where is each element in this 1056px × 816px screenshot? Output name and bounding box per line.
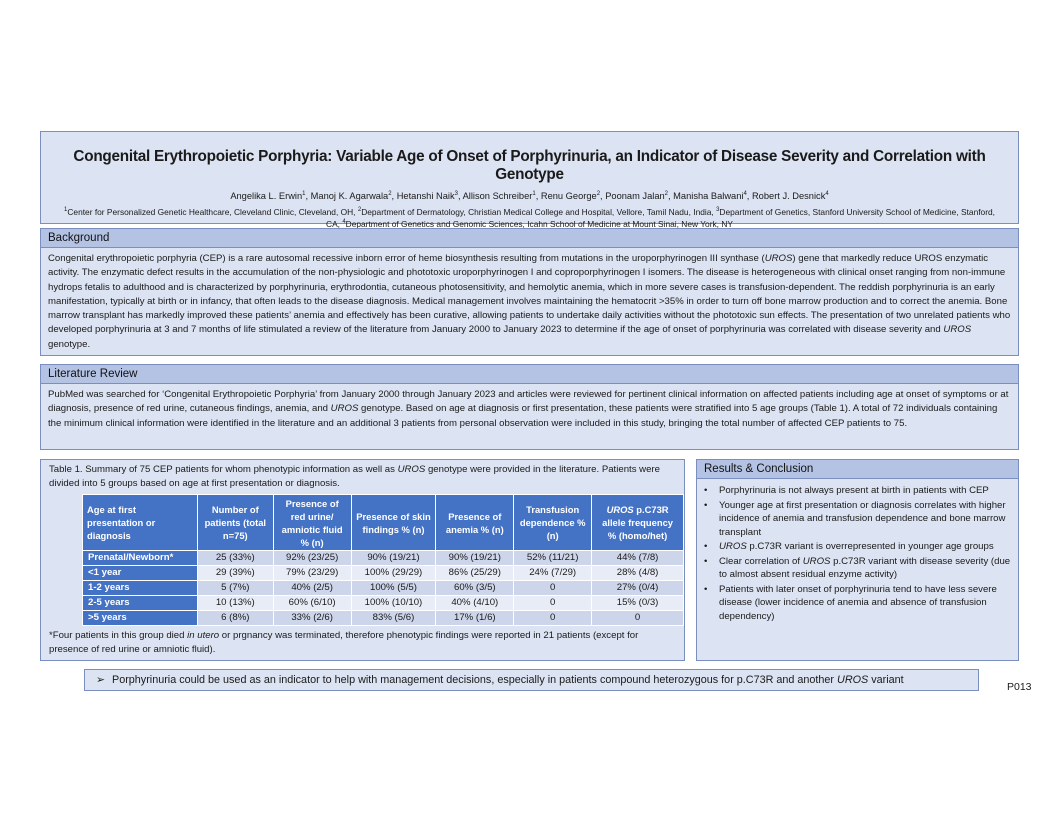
table-row (83, 566, 684, 581)
table-caption: Table 1. Summary of 75 CEP patients for whom phenotypic information as well as UROS genotype were provided in the literature. Patients were divided into 5 groups based on age at first presentation or diagnosis. (49, 464, 660, 489)
header-transfusion: Transfusion dependence % (n) (514, 495, 592, 551)
table-cell: 25 (33%) (197, 551, 273, 566)
table-cell: 92% (23/25) (273, 551, 351, 566)
table-cell: 27% (0/4) (592, 581, 684, 596)
header-skin: Presence of skin findings % (n) (351, 495, 436, 551)
background-heading: Background (41, 229, 1018, 248)
list-item: • Younger age at first presentation or diagnosis correlates with higher incidence of anemia and transfusion dependence and bone marrow transplant (704, 499, 1006, 538)
cell-age-group: >5 years (83, 611, 198, 626)
table-cell: 44% (7/8) (592, 551, 684, 566)
table-row (83, 596, 684, 611)
table-section (40, 459, 685, 661)
literature-review-section (40, 364, 1019, 450)
table-cell: 0 (514, 581, 592, 596)
title-panel (40, 131, 1019, 229)
bullet-icon: • (704, 485, 708, 496)
header-anemia: Presence of anemia % (n) (436, 495, 514, 551)
cell-age-group: 1-2 years (83, 581, 198, 596)
table-cell: 6 (8%) (197, 611, 273, 626)
header-number: Number of patients (total n=75) (197, 495, 273, 551)
conclusion-banner: ➢ Porphyrinuria could be used as an indicator to help with management decisions, especially in patients compound heterozygous for p.C73R and another UROS variant (84, 669, 979, 691)
table-cell: 52% (11/21) (514, 551, 592, 566)
table-footnote: *Four patients in this group died in utero or prgnancy was terminated, therefore phenotypic findings were reported in 21 patients (except for presence of red urine or amniotic fluid). (49, 630, 639, 655)
poster-id: P013 (1007, 681, 1032, 693)
table-cell: 0 (514, 596, 592, 611)
author: Angelika L. Erwin$^1$, (230, 190, 311, 201)
table-cell: 0 (592, 611, 684, 626)
table-cell: 40% (4/10) (436, 596, 514, 611)
table-cell: 90% (19/21) (351, 551, 436, 566)
bullet-icon: • (704, 583, 708, 595)
list-item: • Patients with later onset of porphyrinuria tend to have less severe disease (lower incidence of anemia and absence of transfusion dependency) (704, 583, 997, 622)
table-cell: 10 (13%) (197, 596, 273, 611)
table-header-row (83, 495, 684, 551)
table-cell: 24% (7/29) (514, 566, 592, 581)
table-cell: 60% (6/10) (273, 596, 351, 611)
header-age: Age at first presentation or diagnosis (83, 495, 198, 551)
table-cell: 15% (0/3) (592, 596, 684, 611)
table-cell: 5 (7%) (197, 581, 273, 596)
list-item: • UROS p.C73R variant is overrepresented in younger age groups (704, 541, 994, 552)
table-cell: 100% (5/5) (351, 581, 436, 596)
table-row (83, 551, 684, 566)
table-cell: 29 (39%) (197, 566, 273, 581)
author: Renu George$^2$, (540, 190, 606, 201)
table-row (83, 581, 684, 596)
bullet-icon: • (704, 541, 708, 552)
author: Robert J. Desnick$^4$ (751, 190, 829, 201)
summary-table (82, 494, 684, 626)
background-section (40, 228, 1019, 356)
author: Hetanshi Naik$^3$, (396, 190, 463, 201)
table-cell: 60% (3/5) (436, 581, 514, 596)
list-item: • Clear correlation of UROS p.C73R variant with disease severity (due to almost absent residual enzyme activity) (704, 555, 1011, 580)
author-list (41, 191, 1018, 201)
table-cell: 83% (5/6) (351, 611, 436, 626)
background-text: Congenital erythropoietic porphyria (CEP) is a rare autosomal recessive inborn error of heme biosynthesis resulting from mutations in the uroporphyrinogen III synthase (UROS) gene that markedly reduce UROS enzymatic activity. The enzymatic defect results in the accumulation of the non-physiologic and phototoxic uroporphyrinogen I and coproporphyrinogen I isomers. The disease is heterogeneous with clinical onset ranging from non-immune hydrops fetalis to adulthood and is characterized by porphyrinuria, erythrodontia, cutaneous photosensitivity, and hemolytic anemia, which in more severe cases is transfusion-dependent. The reddish porphyrinuria is an early manifestation, typically at birth or in infancy, that often leads to the disease diagnosis. Medical management involves maintaining the hematocrit >35% in order to turn off bone marrow production and to correct the anemia. Bone marrow transplant has markedly improved these patients’ anemia and effectively has been curative, allowing patients to undertake daily activities without the phototoxic sun effects. The presentation of two unrelated patients who developed porphyrinuria at 3 and 7 months of life stimulated a review of the literature from January 2000 to January 2023 to determine if the age of onset of porphyrinuria was correlated with disease severity and UROS genotype. (48, 253, 1011, 350)
table-cell: 100% (10/10) (351, 596, 436, 611)
bullet-icon: • (704, 555, 708, 567)
header-red-urine: Presence of red urine/ amniotic fluid % (n) (273, 495, 351, 551)
results-section (696, 459, 1019, 661)
table-row (83, 611, 684, 626)
affiliations: $^1$Center for Personalized Genetic Healthcare, Cleveland Clinic, Cleveland, OH, $^2$Department of Dermatology, Christian Medical College and Hospital, Vellore, Tamil Nadu, India, $^3$Department of Genetics, Stanford University School of Medicine, Stanford, CA, $^4$Department of Genetics and Genomic Sciences, Icahn School of Medicine at Mount Sinai, New York, NY (64, 207, 995, 229)
table-cell: 0 (514, 611, 592, 626)
table-cell: 90% (19/21) (436, 551, 514, 566)
literature-review-heading: Literature Review (41, 365, 1018, 384)
cell-age-group: <1 year (83, 566, 198, 581)
table-cell: 33% (2/6) (273, 611, 351, 626)
table-cell: 17% (1/6) (436, 611, 514, 626)
author: Poonam Jalan$^2$, (605, 190, 674, 201)
author: Allison Schreiber$^1$, (462, 190, 541, 201)
results-list (697, 479, 1018, 623)
literature-review-text: PubMed was searched for ‘Congenital Erythropoietic Porphyria’ from January 2000 through January 2023 and articles were reviewed for pertinent clinical information on affected patients including age at onset of symptoms or at diagnosis, presence of red urine, cutaneous findings, anemia, and UROS genotype. Based on age at diagnosis or first presentation, these patients were stratified into 5 age groups (Table 1). A total of 72 individuals containing the minimum clinical information were identified in the literature and an additional 3 patients from personal observation were included in this study, bringing the total number of affected CEP patients to 75. (48, 389, 1009, 429)
list-item: • Porphyrinuria is not always present at birth in patients with CEP (704, 485, 989, 496)
poster-title: Congenital Erythropoietic Porphyria: Variable Age of Onset of Porphyrinuria, an Indicator of Disease Severity and Correlation with Genotype (73, 148, 986, 183)
results-heading: Results & Conclusion (697, 460, 1018, 479)
author: Manoj K. Agarwala$^2$, (310, 190, 397, 201)
header-uros-allele: UROS p.C73R allele frequency % (homo/het) (592, 495, 684, 551)
table-cell: 40% (2/5) (273, 581, 351, 596)
arrow-icon: ➢ (96, 674, 106, 686)
author: Manisha Balwani$^4$, (673, 190, 752, 201)
table-cell: 28% (4/8) (592, 566, 684, 581)
cell-age-group: 2-5 years (83, 596, 198, 611)
table-cell: 79% (23/29) (273, 566, 351, 581)
table-cell: 86% (25/29) (436, 566, 514, 581)
bullet-icon: • (704, 499, 708, 511)
table-cell: 100% (29/29) (351, 566, 436, 581)
cell-age-group: Prenatal/Newborn* (83, 551, 198, 566)
